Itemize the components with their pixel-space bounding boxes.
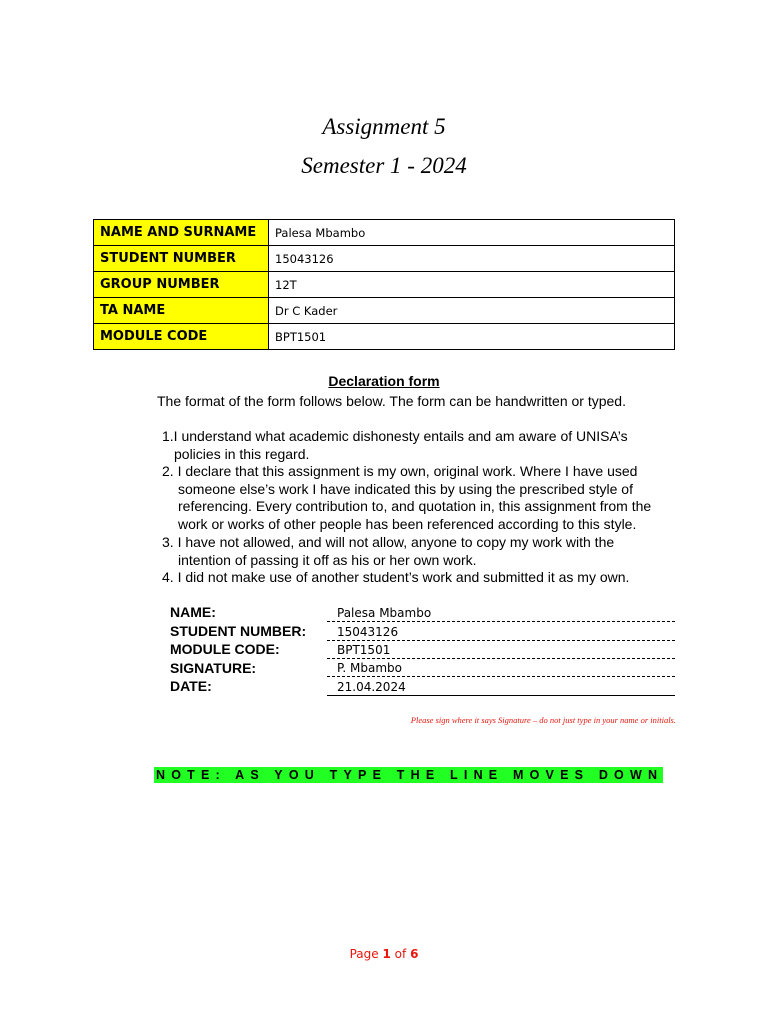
declaration-item-continuation: intention of passing it off as his or her own work. — [178, 551, 477, 568]
student-number-label: STUDENT NUMBER — [94, 246, 269, 272]
form-signature-label: SIGNATURE: — [170, 660, 257, 676]
declaration-item-line: 1.I understand what academic dishonesty entails and am aware of UNISA’s — [162, 428, 628, 444]
module-code-label: MODULE CODE — [94, 324, 269, 350]
form-module-code-field[interactable]: BPT1501 — [327, 642, 675, 659]
signature-instruction-note: Please sign where it says Signature – do not just type in your name or initials. — [410, 715, 676, 725]
group-number-label: GROUP NUMBER — [94, 272, 269, 298]
total-page-count: 6 — [410, 947, 419, 961]
page-number-footer — [0, 947, 768, 961]
form-student-number-field[interactable]: 15043126 — [327, 624, 675, 641]
of-word: of — [394, 947, 407, 961]
table-row — [94, 272, 675, 298]
form-module-code-label: MODULE CODE: — [170, 641, 280, 657]
declaration-item-4 — [162, 569, 682, 587]
student-number-value: 15043126 — [269, 246, 675, 272]
form-name-label: NAME: — [170, 604, 216, 620]
form-name-field[interactable]: Palesa Mbambo — [327, 605, 675, 622]
group-number-value: 12T — [269, 272, 675, 298]
form-student-number-label: STUDENT NUMBER: — [170, 623, 307, 639]
declaration-item-continuation: someone else’s work I have indicated this by using the prescribed style of referencing. Every contribution to, and quotation in, this assignment from the work or works of other people has been referenced according to this style. — [178, 480, 652, 532]
page-word: Page — [349, 947, 379, 961]
declaration-heading: Declaration form — [328, 373, 440, 389]
table-row — [94, 298, 675, 324]
typing-note-banner: NOTE: AS YOU TYPE THE LINE MOVES DOWN — [156, 768, 664, 782]
declaration-item-line: 3. I have not allowed, and will not allow, anyone to copy my work with the — [162, 534, 615, 550]
declaration-intro: The format of the form follows below. The form can be handwritten or typed. — [157, 393, 626, 409]
form-signature-field[interactable]: P. Mbambo — [327, 660, 675, 677]
table-row — [94, 246, 675, 272]
ta-name-value: Dr C Kader — [269, 298, 675, 324]
table-row — [94, 324, 675, 350]
current-page-number: 1 — [382, 947, 391, 961]
declaration-item-line: 2. I declare that this assignment is my own, original work. Where I have used — [162, 463, 638, 479]
ta-name-label: TA NAME — [94, 298, 269, 324]
declaration-item-line: 4. I did not make use of another student’s work and submitted it as my own. — [162, 569, 630, 585]
declaration-item-3 — [162, 534, 682, 569]
table-row — [94, 220, 675, 246]
declaration-item-continuation: policies in this regard. — [174, 445, 310, 462]
name-surname-value: Palesa Mbambo — [269, 220, 675, 246]
assignment-title: Assignment 5 — [322, 114, 446, 139]
semester-subtitle: Semester 1 - 2024 — [301, 153, 467, 178]
form-date-label: DATE: — [170, 678, 212, 694]
form-date-field[interactable]: 21.04.2024 — [327, 679, 675, 696]
declaration-item-2 — [162, 463, 682, 533]
student-info-table — [93, 219, 675, 350]
declaration-item-1 — [162, 428, 682, 463]
module-code-value: BPT1501 — [269, 324, 675, 350]
name-surname-label: NAME AND SURNAME — [94, 220, 269, 246]
